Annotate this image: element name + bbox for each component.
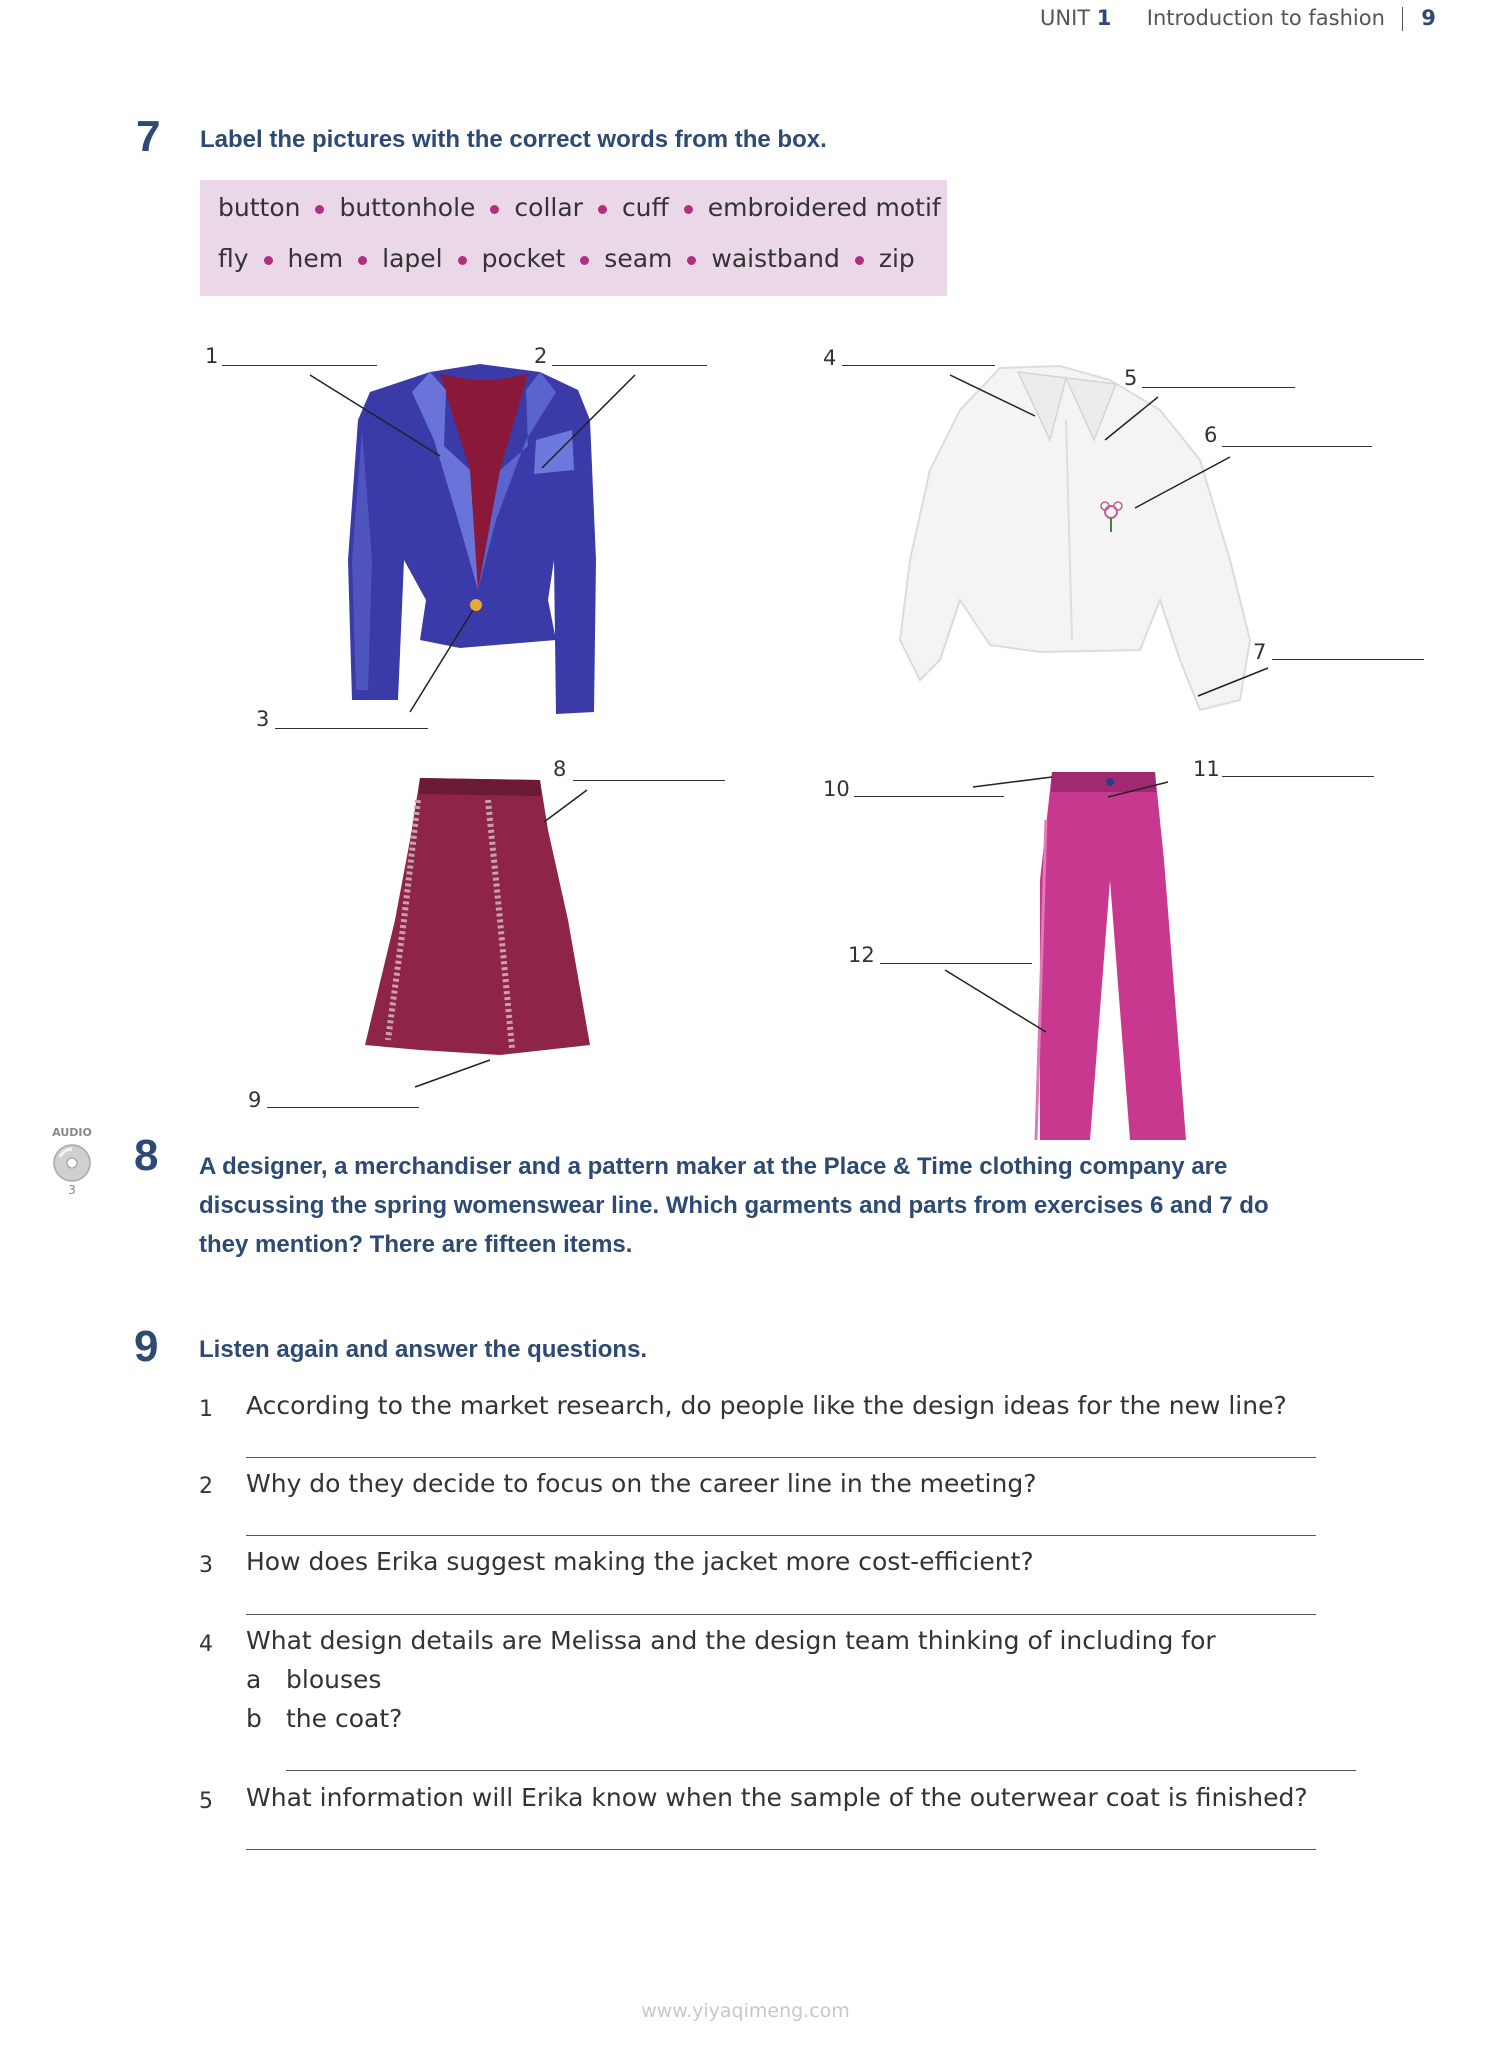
answer-blank[interactable] <box>275 728 428 729</box>
audio-label: AUDIO <box>52 1126 92 1139</box>
jacket-illustration <box>310 364 635 714</box>
answer-line[interactable] <box>246 1849 1316 1850</box>
word: buttonhole <box>339 193 476 222</box>
label-number: 1 <box>205 344 219 368</box>
unit-label: UNIT <box>1040 6 1091 30</box>
label-number: 12 <box>848 943 875 967</box>
answer-blank[interactable] <box>1222 776 1374 777</box>
word: collar <box>514 193 583 222</box>
word: seam <box>604 244 673 273</box>
exercise-8-line: discussing the spring womenswear line. Which garments and parts from exercises 6 and 7 do <box>199 1192 1269 1219</box>
label-number: 8 <box>553 757 567 781</box>
trousers-illustration <box>945 772 1186 1140</box>
exercise-9-instruction: Listen again and answer the questions. <box>199 1336 648 1363</box>
label-number: 11 <box>1193 757 1220 781</box>
label-number: 9 <box>248 1088 262 1112</box>
audio-badge <box>42 1126 102 1197</box>
question-text: What design details are Melissa and the design team thinking of including for <box>246 1626 1216 1655</box>
word: waistband <box>711 244 840 273</box>
word: pocket <box>481 244 566 273</box>
answer-line[interactable] <box>246 1614 1316 1615</box>
answer-blank[interactable] <box>1142 387 1295 388</box>
sub-question-text: the coat? <box>286 1704 403 1733</box>
answer-blank[interactable] <box>267 1107 419 1108</box>
footer-watermark: www.yiyaqimeng.com <box>641 2000 850 2022</box>
question-number: 3 <box>199 1553 213 1578</box>
question-number: 4 <box>199 1632 213 1657</box>
exercise-9-number: 9 <box>134 1322 159 1371</box>
answer-blank[interactable] <box>573 780 725 781</box>
word: zip <box>878 244 915 273</box>
exercise-7-instruction: Label the pictures with the correct words from the box. <box>200 126 827 153</box>
label-number: 6 <box>1204 423 1218 447</box>
answer-line[interactable] <box>286 1770 1356 1771</box>
question-text: What information will Erika know when the sample of the outerwear coat is finished? <box>246 1783 1308 1812</box>
word: cuff <box>621 193 669 222</box>
label-number: 5 <box>1124 366 1138 390</box>
sub-question-text: blouses <box>286 1665 382 1694</box>
skirt-illustration <box>365 778 590 1087</box>
answer-blank[interactable] <box>854 796 1004 797</box>
answer-blank[interactable] <box>880 963 1032 964</box>
exercise-7-number: 7 <box>136 112 161 161</box>
unit-number: 1 <box>1096 6 1112 30</box>
answer-blank[interactable] <box>1222 446 1372 447</box>
word: lapel <box>382 244 443 273</box>
unit-title: Introduction to fashion <box>1146 6 1385 30</box>
question-text: According to the market research, do people like the design ideas for the new line? <box>246 1391 1287 1420</box>
word: embroidered motif <box>707 193 941 222</box>
exercise-8-line: they mention? There are fifteen items. <box>199 1231 633 1258</box>
question-number: 1 <box>199 1397 213 1422</box>
answer-blank[interactable] <box>1272 659 1424 660</box>
exercise-8-line: A designer, a merchandiser and a pattern maker at the Place & Time clothing company are <box>199 1153 1228 1180</box>
answer-blank[interactable] <box>222 365 377 366</box>
word: button <box>218 193 301 222</box>
page-number: 9 <box>1421 6 1436 30</box>
cd-icon <box>52 1143 92 1183</box>
answer-blank[interactable] <box>842 365 995 366</box>
audio-track: 3 <box>68 1183 76 1197</box>
answer-line[interactable] <box>246 1535 1316 1536</box>
question-text: Why do they decide to focus on the career line in the meeting? <box>246 1469 1037 1498</box>
question-number: 5 <box>199 1789 213 1814</box>
word: fly <box>218 244 249 273</box>
word: hem <box>287 244 344 273</box>
label-number: 10 <box>823 777 850 801</box>
exercise-8-number: 8 <box>134 1131 159 1180</box>
answer-blank[interactable] <box>552 365 707 366</box>
label-number: 4 <box>823 346 837 370</box>
question-number: 2 <box>199 1474 213 1499</box>
label-number: 3 <box>256 707 270 731</box>
blouse-illustration <box>900 366 1268 710</box>
sub-question-letter: a <box>246 1665 262 1694</box>
label-number: 7 <box>1253 640 1267 664</box>
question-text: How does Erika suggest making the jacket more cost-efficient? <box>246 1547 1034 1576</box>
answer-line[interactable] <box>246 1457 1316 1458</box>
label-number: 2 <box>534 344 548 368</box>
exercise-8-text <box>199 1147 1269 1264</box>
sub-question-letter: b <box>246 1704 262 1733</box>
